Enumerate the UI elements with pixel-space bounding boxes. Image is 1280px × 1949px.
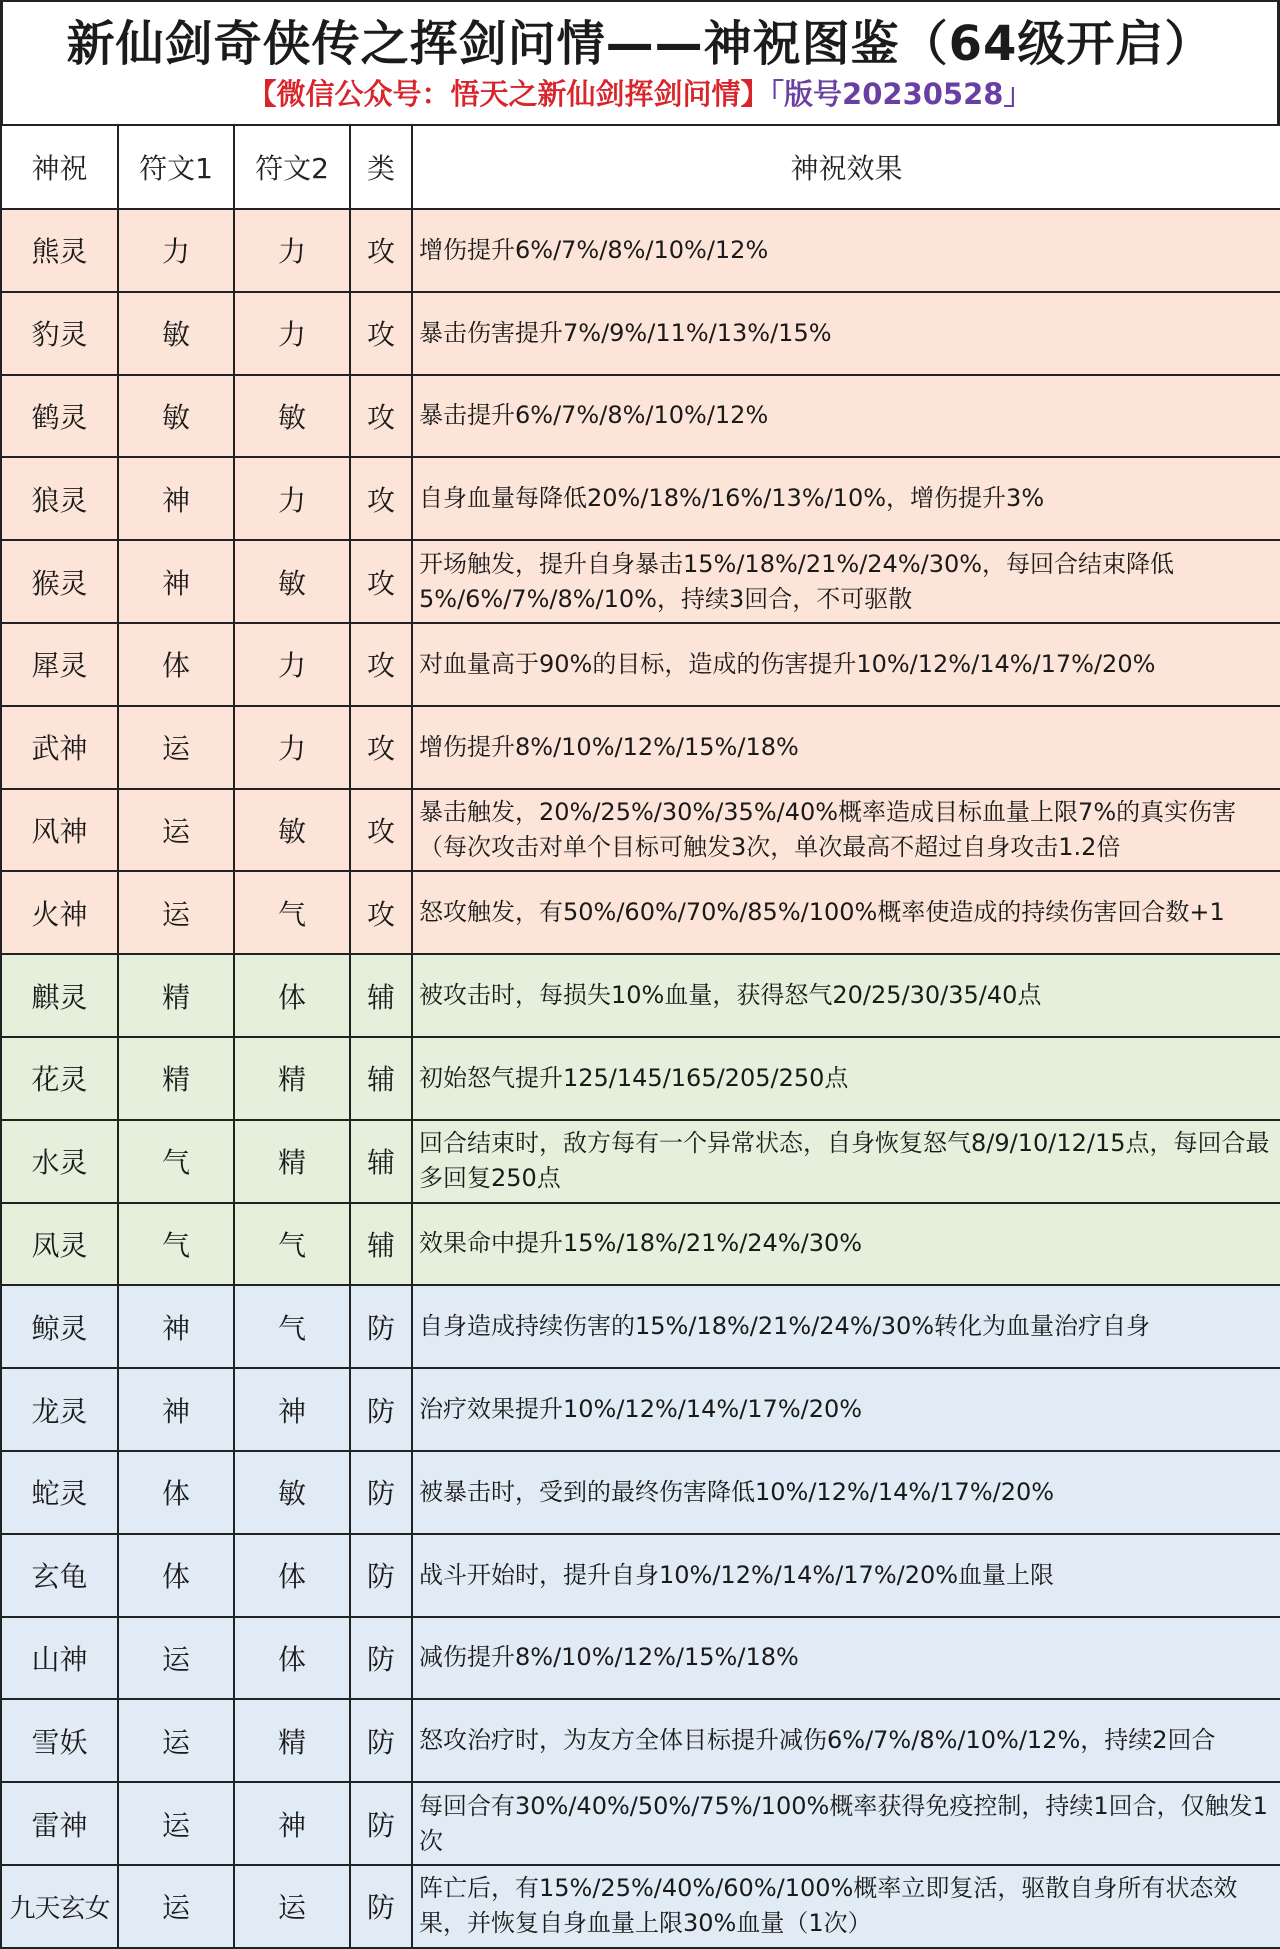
type-cell: 防 [350, 1699, 412, 1782]
rune2-cell: 精 [234, 1120, 350, 1203]
table-row [1, 1782, 1280, 1865]
type-cell: 攻 [350, 375, 412, 458]
blessing-name-cell: 豹灵 [1, 292, 118, 375]
effect-cell: 治疗效果提升10%/12%/14%/17%/20% [412, 1368, 1280, 1451]
rune2-cell: 力 [234, 706, 350, 789]
type-cell: 攻 [350, 706, 412, 789]
rune2-cell: 力 [234, 292, 350, 375]
type-cell: 防 [350, 1782, 412, 1865]
blessing-name-cell: 犀灵 [1, 623, 118, 706]
subtitle [3, 74, 1277, 114]
version-label: 「版号20230528」 [769, 77, 1033, 111]
table-row [1, 706, 1280, 789]
type-cell: 辅 [350, 1037, 412, 1120]
rune1-cell: 敏 [118, 375, 234, 458]
blessing-name-cell: 花灵 [1, 1037, 118, 1120]
rune1-cell: 力 [118, 209, 234, 292]
rune2-cell: 体 [234, 1617, 350, 1700]
type-cell: 防 [350, 1368, 412, 1451]
table-row [1, 375, 1280, 458]
rune1-cell: 气 [118, 1120, 234, 1203]
table-row [1, 540, 1280, 623]
blessing-name-cell: 风神 [1, 789, 118, 872]
blessing-name-cell: 武神 [1, 706, 118, 789]
rune2-cell: 神 [234, 1368, 350, 1451]
table-row [1, 789, 1280, 872]
rune2-cell: 气 [234, 1285, 350, 1368]
table-row [1, 1451, 1280, 1534]
rune1-cell: 精 [118, 954, 234, 1037]
table-row [1, 1865, 1280, 1948]
type-cell: 防 [350, 1865, 412, 1948]
rune1-cell: 运 [118, 1865, 234, 1948]
table-row [1, 292, 1280, 375]
column-header-effect: 神祝效果 [412, 125, 1280, 209]
effect-cell: 暴击提升6%/7%/8%/10%/12% [412, 375, 1280, 458]
table-row [1, 457, 1280, 540]
rune1-cell: 神 [118, 457, 234, 540]
table-row [1, 1699, 1280, 1782]
type-cell: 攻 [350, 540, 412, 623]
table-row [1, 1368, 1280, 1451]
rune1-cell: 运 [118, 1617, 234, 1700]
rune1-cell: 气 [118, 1203, 234, 1286]
rune1-cell: 运 [118, 706, 234, 789]
table-body [1, 209, 1280, 1948]
rune2-cell: 气 [234, 871, 350, 954]
rune2-cell: 气 [234, 1203, 350, 1286]
effect-cell: 每回合有30%/40%/50%/75%/100%概率获得免疫控制，持续1回合，仅触发1次 [412, 1782, 1280, 1865]
table-row [1, 209, 1280, 292]
table-row [1, 623, 1280, 706]
rune2-cell: 体 [234, 954, 350, 1037]
effect-cell: 增伤提升6%/7%/8%/10%/12% [412, 209, 1280, 292]
rune2-cell: 神 [234, 1782, 350, 1865]
rune2-cell: 精 [234, 1037, 350, 1120]
column-header-rune1: 符文1 [118, 125, 234, 209]
blessing-name-cell: 猴灵 [1, 540, 118, 623]
rune1-cell: 运 [118, 789, 234, 872]
effect-cell: 怒攻治疗时，为友方全体目标提升减伤6%/7%/8%/10%/12%，持续2回合 [412, 1699, 1280, 1782]
rune2-cell: 体 [234, 1534, 350, 1617]
blessing-name-cell: 狼灵 [1, 457, 118, 540]
rune1-cell: 体 [118, 1534, 234, 1617]
blessing-name-cell: 麒灵 [1, 954, 118, 1037]
blessing-name-cell: 水灵 [1, 1120, 118, 1203]
rune1-cell: 神 [118, 540, 234, 623]
rune1-cell: 运 [118, 1782, 234, 1865]
rune1-cell: 敏 [118, 292, 234, 375]
type-cell: 辅 [350, 1203, 412, 1286]
type-cell: 攻 [350, 457, 412, 540]
column-header-blessing: 神祝 [1, 125, 118, 209]
type-cell: 防 [350, 1534, 412, 1617]
blessing-name-cell: 火神 [1, 871, 118, 954]
blessing-name-cell: 九天玄女 [1, 1865, 118, 1948]
type-cell: 辅 [350, 954, 412, 1037]
blessing-name-cell: 玄龟 [1, 1534, 118, 1617]
rune1-cell: 运 [118, 871, 234, 954]
blessing-name-cell: 鹤灵 [1, 375, 118, 458]
effect-cell: 自身血量每降低20%/18%/16%/13%/10%，增伤提升3% [412, 457, 1280, 540]
rune2-cell: 敏 [234, 540, 350, 623]
column-header-rune2: 符文2 [234, 125, 350, 209]
blessing-name-cell: 鲸灵 [1, 1285, 118, 1368]
effect-cell: 被暴击时，受到的最终伤害降低10%/12%/14%/17%/20% [412, 1451, 1280, 1534]
effect-cell: 减伤提升8%/10%/12%/15%/18% [412, 1617, 1280, 1700]
wechat-account-label: 【微信公众号：悟天之新仙剑挥剑问情】 [247, 77, 770, 111]
blessing-name-cell: 雷神 [1, 1782, 118, 1865]
column-header-type: 类 [350, 125, 412, 209]
rune2-cell: 敏 [234, 789, 350, 872]
blessing-name-cell: 蛇灵 [1, 1451, 118, 1534]
blessing-name-cell: 山神 [1, 1617, 118, 1700]
type-cell: 辅 [350, 1120, 412, 1203]
table-row [1, 1285, 1280, 1368]
rune1-cell: 运 [118, 1699, 234, 1782]
effect-cell: 暴击触发，20%/25%/30%/35%/40%概率造成目标血量上限7%的真实伤害（每次攻击对单个目标可触发3次，单次最高不超过自身攻击1.2倍 [412, 789, 1280, 872]
rune1-cell: 神 [118, 1285, 234, 1368]
header [0, 0, 1280, 124]
type-cell: 防 [350, 1451, 412, 1534]
effect-cell: 自身造成持续伤害的15%/18%/21%/24%/30%转化为血量治疗自身 [412, 1285, 1280, 1368]
rune2-cell: 运 [234, 1865, 350, 1948]
effect-cell: 怒攻触发，有50%/60%/70%/85%/100%概率使造成的持续伤害回合数+1 [412, 871, 1280, 954]
blessing-name-cell: 龙灵 [1, 1368, 118, 1451]
table-header-row [1, 125, 1280, 209]
type-cell: 攻 [350, 292, 412, 375]
blessing-name-cell: 雪妖 [1, 1699, 118, 1782]
type-cell: 防 [350, 1285, 412, 1368]
rune2-cell: 力 [234, 623, 350, 706]
table-row [1, 871, 1280, 954]
type-cell: 攻 [350, 871, 412, 954]
effect-cell: 效果命中提升15%/18%/21%/24%/30% [412, 1203, 1280, 1286]
table-row [1, 1203, 1280, 1286]
table-row [1, 1120, 1280, 1203]
type-cell: 攻 [350, 789, 412, 872]
table-row [1, 954, 1280, 1037]
effect-cell: 战斗开始时，提升自身10%/12%/14%/17%/20%血量上限 [412, 1534, 1280, 1617]
effect-cell: 初始怒气提升125/145/165/205/250点 [412, 1037, 1280, 1120]
rune2-cell: 敏 [234, 375, 350, 458]
effect-cell: 暴击伤害提升7%/9%/11%/13%/15% [412, 292, 1280, 375]
rune1-cell: 神 [118, 1368, 234, 1451]
blessing-name-cell: 熊灵 [1, 209, 118, 292]
blessing-name-cell: 凤灵 [1, 1203, 118, 1286]
rune1-cell: 体 [118, 623, 234, 706]
rune2-cell: 力 [234, 209, 350, 292]
type-cell: 攻 [350, 209, 412, 292]
table-row [1, 1534, 1280, 1617]
rune2-cell: 力 [234, 457, 350, 540]
type-cell: 防 [350, 1617, 412, 1700]
effect-cell: 被攻击时，每损失10%血量，获得怒气20/25/30/35/40点 [412, 954, 1280, 1037]
effect-cell: 阵亡后，有15%/25%/40%/60%/100%概率立即复活，驱散自身所有状态效果，并恢复自身血量上限30%血量（1次） [412, 1865, 1280, 1948]
rune1-cell: 精 [118, 1037, 234, 1120]
rune1-cell: 体 [118, 1451, 234, 1534]
type-cell: 攻 [350, 623, 412, 706]
table-row [1, 1037, 1280, 1120]
effect-cell: 开场触发，提升自身暴击15%/18%/21%/24%/30%，每回合结束降低5%/6%/7%/8%/10%，持续3回合，不可驱散 [412, 540, 1280, 623]
rune2-cell: 敏 [234, 1451, 350, 1534]
blessing-table [0, 124, 1280, 1949]
rune2-cell: 精 [234, 1699, 350, 1782]
effect-cell: 回合结束时，敌方每有一个异常状态，自身恢复怒气8/9/10/12/15点，每回合最多回复250点 [412, 1120, 1280, 1203]
effect-cell: 对血量高于90%的目标，造成的伤害提升10%/12%/14%/17%/20% [412, 623, 1280, 706]
table-row [1, 1617, 1280, 1700]
effect-cell: 增伤提升8%/10%/12%/15%/18% [412, 706, 1280, 789]
page-title: 新仙剑奇侠传之挥剑问情——神祝图鉴（64级开启） [66, 16, 1214, 72]
